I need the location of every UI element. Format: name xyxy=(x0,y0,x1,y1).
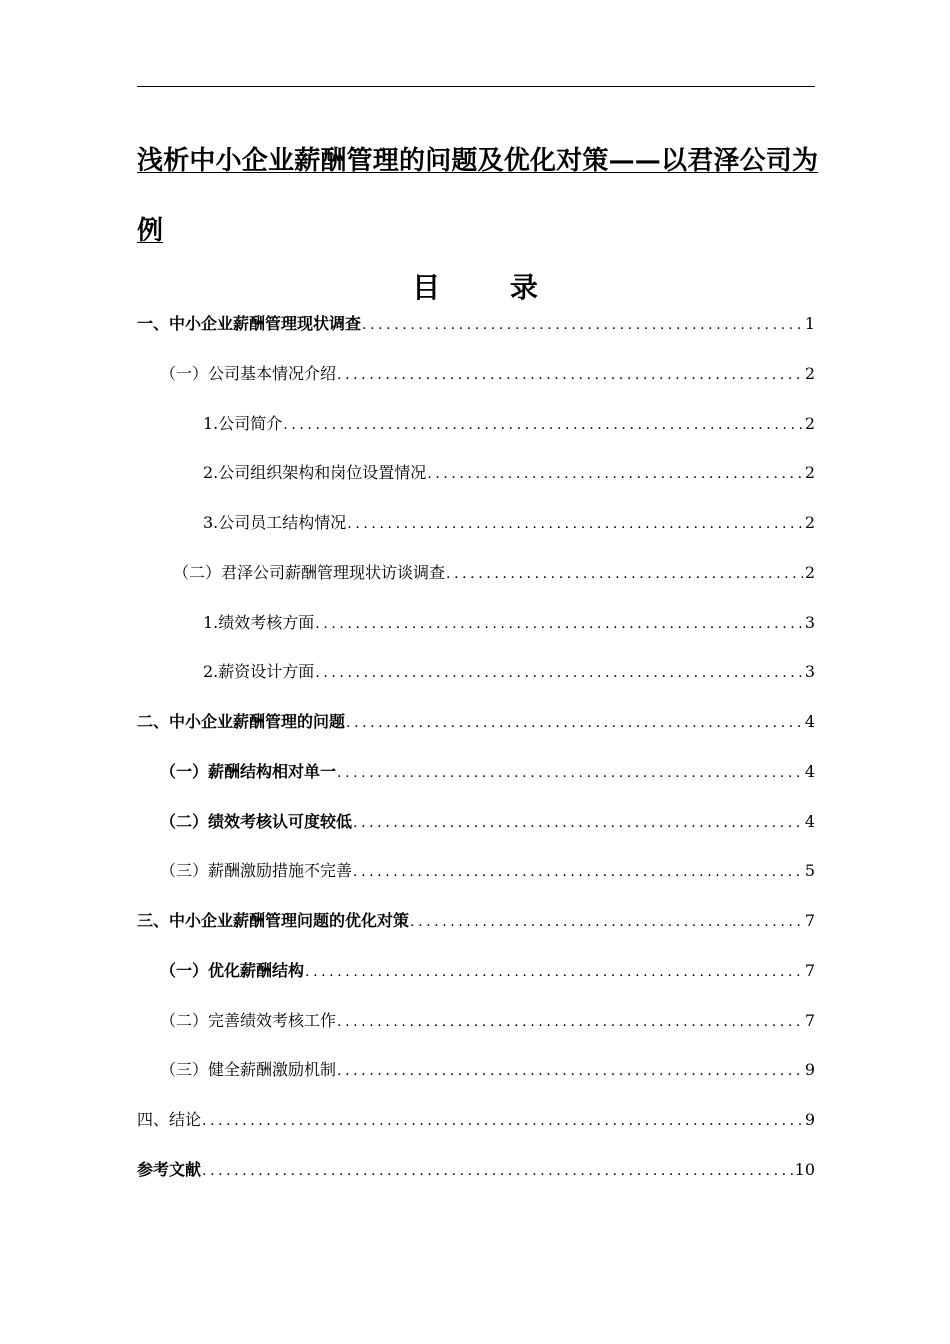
toc-leader-dots xyxy=(305,955,803,989)
toc-entry-text: 二、中小企业薪酬管理的问题 xyxy=(137,712,346,731)
document-title: 浅析中小企业薪酬管理的问题及优化对策——以君泽公司为例 xyxy=(137,146,819,246)
toc-entry[interactable] xyxy=(137,705,815,739)
toc-page-number: 7 xyxy=(804,911,815,930)
toc-entry-text: 一、中小企业薪酬管理现状调查 xyxy=(137,314,362,333)
toc-entry-text: 2.薪资设计方面 xyxy=(203,662,315,682)
toc-leader-dots xyxy=(315,656,803,690)
toc-page-number: 2 xyxy=(804,513,815,532)
toc-page-number: 2 xyxy=(804,413,815,433)
toc-leader-dots xyxy=(427,457,803,491)
toc-leader-dots xyxy=(337,1054,803,1088)
toc-entry[interactable] xyxy=(137,307,815,341)
toc-entry[interactable] xyxy=(137,1153,815,1187)
toc-entry-text: （二）完善绩效考核工作 xyxy=(160,1010,337,1030)
toc-leader-dots xyxy=(202,1154,793,1188)
toc-page-number: 2 xyxy=(804,562,815,582)
toc-leader-dots xyxy=(337,756,803,790)
toc-page-number: 9 xyxy=(804,1060,815,1080)
toc-page-number: 9 xyxy=(804,1110,815,1129)
toc-entry[interactable] xyxy=(137,1004,815,1038)
toc-entry[interactable] xyxy=(137,805,815,839)
toc-entry-text: 参考文献 xyxy=(137,1159,202,1179)
toc-entry-text: （一）公司基本情况介绍 xyxy=(160,363,337,383)
toc-page-number: 2 xyxy=(804,463,815,483)
toc-entry-text: （三）薪酬激励措施不完善 xyxy=(160,861,353,881)
toc-leader-dots xyxy=(346,706,803,740)
toc-leader-dots xyxy=(410,905,803,939)
toc-page-number: 4 xyxy=(804,712,815,731)
toc-entry[interactable] xyxy=(137,1053,815,1087)
toc-leader-dots xyxy=(202,1104,803,1138)
toc-entry-text: 1.公司简介 xyxy=(203,413,283,433)
toc-entry-text: （一）优化薪酬结构 xyxy=(160,960,305,980)
toc-leader-dots xyxy=(353,855,803,889)
toc-page-number: 3 xyxy=(804,612,815,632)
toc-page-number: 7 xyxy=(804,960,815,980)
toc-page-number: 3 xyxy=(804,662,815,682)
toc-entry[interactable] xyxy=(137,606,815,640)
toc-page-number: 5 xyxy=(804,861,815,881)
toc-entry-text: 3.公司员工结构情况 xyxy=(203,513,347,532)
toc-entry[interactable] xyxy=(137,854,815,888)
toc-entry-text: 1.绩效考核方面 xyxy=(203,612,315,632)
toc-entry[interactable] xyxy=(137,407,815,441)
toc-page-number: 4 xyxy=(804,761,815,781)
toc-entry-text: 三、中小企业薪酬管理问题的优化对策 xyxy=(137,911,410,930)
toc-page-number: 1 xyxy=(804,314,815,333)
toc-page-number: 2 xyxy=(804,363,815,383)
toc-leader-dots xyxy=(315,607,803,641)
header-rule xyxy=(137,86,815,87)
toc-entry-text: （二）君泽公司薪酬管理现状访谈调查 xyxy=(173,562,446,582)
toc-entry[interactable] xyxy=(137,1103,815,1137)
toc-leader-dots xyxy=(337,1005,803,1039)
toc-leader-dots xyxy=(446,557,803,591)
toc-entry[interactable] xyxy=(137,954,815,988)
toc-entry-text: （一）薪酬结构相对单一 xyxy=(160,761,337,781)
toc-entry[interactable] xyxy=(137,556,815,590)
toc-entry[interactable] xyxy=(137,755,815,789)
toc-leader-dots xyxy=(362,308,803,342)
toc-entry-text: （三）健全薪酬激励机制 xyxy=(160,1060,337,1080)
toc-entry[interactable] xyxy=(137,655,815,689)
toc-entry[interactable] xyxy=(137,904,815,938)
toc-entry[interactable] xyxy=(137,357,815,391)
toc-leader-dots xyxy=(347,507,803,541)
toc-leader-dots xyxy=(337,358,803,392)
toc-entry[interactable] xyxy=(137,456,815,490)
toc-page-number: 10 xyxy=(794,1159,815,1179)
toc-page-number: 7 xyxy=(804,1010,815,1030)
toc-entry[interactable] xyxy=(137,506,815,540)
toc-heading: 目 录 xyxy=(412,271,568,304)
toc-entry-text: （二）绩效考核认可度较低 xyxy=(160,811,353,831)
toc-entry-text: 四、结论 xyxy=(137,1110,202,1129)
toc-page-number: 4 xyxy=(804,811,815,831)
toc-leader-dots xyxy=(283,408,803,442)
toc-leader-dots xyxy=(353,806,803,840)
toc-entry-text: 2.公司组织架构和岗位设置情况 xyxy=(203,463,427,483)
